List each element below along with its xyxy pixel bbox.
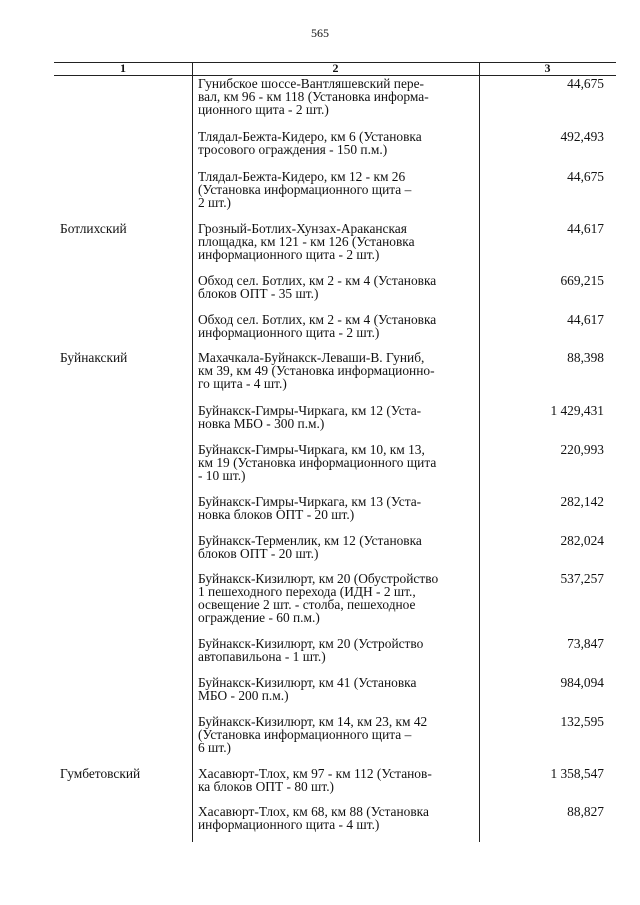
row-amount: 73,847 <box>567 636 604 651</box>
page-number: 565 <box>311 26 329 40</box>
row-amount: 1 429,431 <box>550 403 604 418</box>
row-description: Грозный-Ботлих-Хунзах-Араканская площадка, км 121 - км 126 (Установка информационного щита - 2 шт.) <box>198 221 415 262</box>
column-header-1: 1 <box>120 61 126 75</box>
row-description: Тлядал-Бежта-Кидеро, км 6 (Установка тросового ограждения - 150 п.м.) <box>198 129 422 157</box>
row-amount: 88,827 <box>567 804 604 819</box>
row-amount: 669,215 <box>560 273 604 288</box>
row-description: Тлядал-Бежта-Кидеро, км 12 - км 26 (Установка информационного щита – 2 шт.) <box>198 169 412 210</box>
row-description: Буйнакск-Кизилюрт, км 20 (Устройство автопавильона - 1 шт.) <box>198 636 424 664</box>
row-description: Буйнакск-Гимры-Чиркага, км 10, км 13, км 19 (Установка информационного щита - 10 шт.) <box>198 442 437 483</box>
data-table <box>54 62 616 842</box>
row-district: Ботлихский <box>60 221 127 236</box>
row-amount: 44,675 <box>567 169 604 184</box>
row-description: Гунибское шоссе-Вантляшевский пере- вал, км 96 - км 118 (Установка информа- ционного щита - 2 шт.) <box>198 76 429 117</box>
row-description: Буйнакск-Гимры-Чиркага, км 12 (Уста- новка МБО - 300 п.м.) <box>198 403 422 431</box>
row-amount: 984,094 <box>560 675 604 690</box>
row-description: Обход сел. Ботлих, км 2 - км 4 (Установка информационного щита - 2 шт.) <box>198 312 437 340</box>
row-amount: 44,617 <box>567 312 604 327</box>
row-amount: 44,675 <box>567 76 604 91</box>
column-divider <box>192 62 193 842</box>
column-header-2: 2 <box>332 61 339 75</box>
row-description: Хасавюрт-Тлох, км 68, км 88 (Установка информационного щита - 4 шт.) <box>198 804 429 832</box>
row-description: Буйнакск-Кизилюрт, км 20 (Обустройство 1 пешеходного перехода (ИДН - 2 шт., освещение 2 шт. - столба, пешеходное ограждение - 60 п.м.) <box>198 571 439 625</box>
row-description: Буйнакск-Кизилюрт, км 41 (Установка МБО - 200 п.м.) <box>198 675 417 703</box>
row-amount: 88,398 <box>567 350 604 365</box>
row-description: Хасавюрт-Тлох, км 97 - км 112 (Установ- ка блоков ОПТ - 80 шт.) <box>198 766 432 794</box>
row-amount: 492,493 <box>560 129 604 144</box>
row-amount: 282,142 <box>560 494 604 509</box>
row-amount: 537,257 <box>560 571 604 586</box>
row-amount: 282,024 <box>560 533 604 548</box>
row-description: Буйнакск-Терменлик, км 12 (Установка блоков ОПТ - 20 шт.) <box>198 533 422 561</box>
row-description: Буйнакск-Кизилюрт, км 14, км 23, км 42 (Установка информационного щита – 6 шт.) <box>198 714 428 755</box>
row-amount: 220,993 <box>560 442 604 457</box>
column-header-3: 3 <box>544 61 551 75</box>
row-district: Гумбетовский <box>60 766 141 781</box>
row-amount: 1 358,547 <box>550 766 604 781</box>
row-description: Буйнакск-Гимры-Чиркага, км 13 (Уста- новка блоков ОПТ - 20 шт.) <box>198 494 422 522</box>
row-description: Обход сел. Ботлих, км 2 - км 4 (Установка блоков ОПТ - 35 шт.) <box>198 273 437 301</box>
row-amount: 132,595 <box>560 714 604 729</box>
row-description: Махачкала-Буйнакск-Леваши-В. Гуниб, км 39, км 49 (Установка информационно- го щита - 4 шт.) <box>198 350 435 391</box>
row-amount: 44,617 <box>567 221 604 236</box>
row-district: Буйнакский <box>60 350 128 365</box>
